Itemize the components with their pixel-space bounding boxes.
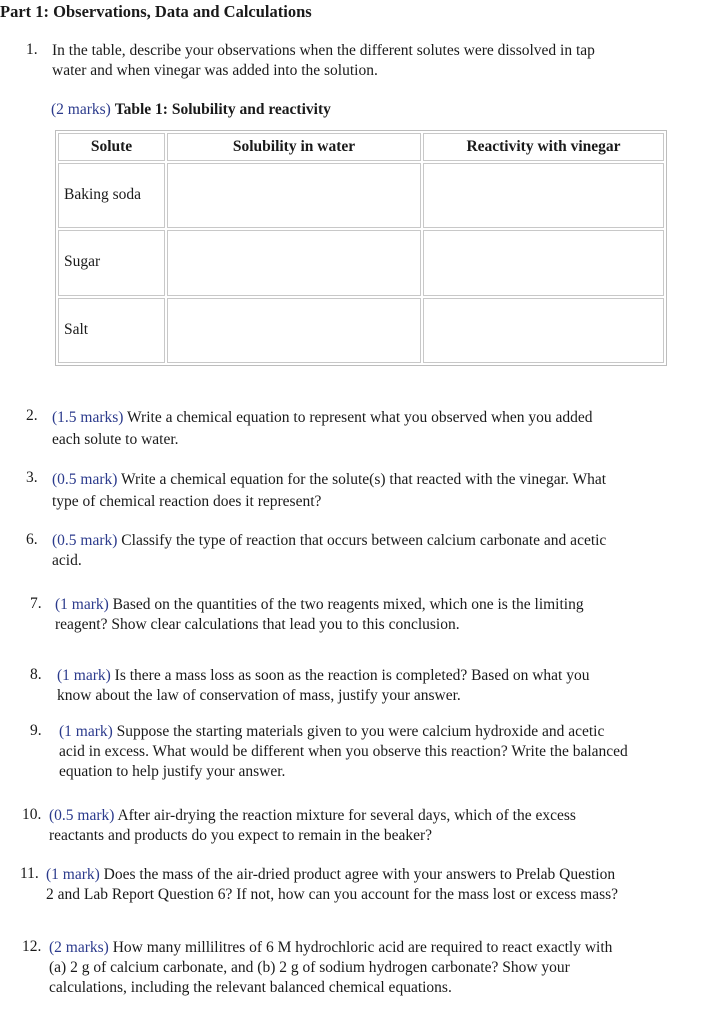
question-7-text [55, 595, 672, 635]
question-8-text [57, 666, 672, 706]
question-12-text [49, 938, 672, 998]
question-3-number: 3. [26, 469, 38, 486]
question-9-line-1: Suppose the starting materials given to you were calcium hydroxide and acetic [112, 723, 605, 740]
solubility-answer-cell[interactable] [167, 230, 421, 295]
solute-cell: Sugar [58, 230, 165, 295]
question-7-line-2: reagent? Show clear calculations that lead you to this conclusion. [55, 616, 460, 633]
question-2-marks: (1.5 marks) [52, 409, 124, 426]
question-9-line-3: equation to help justify your answer. [59, 763, 286, 780]
question-12-number: 12. [22, 938, 42, 955]
question-1-number: 1. [26, 41, 38, 58]
question-10-number: 10. [22, 806, 42, 823]
question-12-line-3: calculations, including the relevant balanced chemical equations. [49, 979, 452, 996]
question-3-text [52, 469, 672, 513]
question-6-text [52, 531, 672, 571]
table-row [58, 230, 664, 295]
question-10-marks: (0.5 mark) [49, 807, 115, 824]
question-6-number: 6. [26, 531, 38, 548]
question-8-number: 8. [30, 666, 42, 683]
question-8-marks: (1 mark) [57, 667, 111, 684]
header-reactivity: Reactivity with vinegar [423, 133, 664, 161]
question-1-line-2: water and when vinegar was added into the solution. [52, 62, 378, 79]
question-11-number: 11. [20, 865, 39, 882]
reactivity-answer-cell[interactable] [423, 163, 664, 228]
table-row [58, 163, 664, 228]
table-row [58, 298, 664, 363]
solubility-table [55, 130, 667, 366]
question-9-marks: (1 mark) [59, 723, 113, 740]
table-header-row [58, 133, 664, 161]
question-9-line-2: acid in excess. What would be different when you observe this reaction? Write the balanced [59, 743, 628, 760]
question-6-line-1: Classify the type of reaction that occurs between calcium carbonate and acetic [117, 532, 607, 549]
question-10-line-2: reactants and products do you expect to remain in the beaker? [49, 827, 433, 844]
question-2-number: 2. [26, 407, 38, 424]
table-marks: (2 marks) [51, 101, 111, 118]
reactivity-answer-cell[interactable] [423, 230, 664, 295]
question-12-line-2: (a) 2 g of calcium carbonate, and (b) 2 g of sodium hydrogen carbonate? Show your [49, 959, 570, 976]
question-9-text [59, 722, 679, 782]
question-7-number: 7. [30, 595, 42, 612]
question-7-line-1: Based on the quantities of the two reagents mixed, which one is the limiting [108, 596, 584, 613]
table-title: Table 1: Solubility and reactivity [114, 101, 331, 118]
question-1-line-1: In the table, describe your observations when the different solutes were dissolved in tap [52, 42, 595, 59]
question-9-number: 9. [30, 722, 42, 739]
question-11-marks: (1 mark) [46, 866, 100, 883]
section-heading: Part 1: Observations, Data and Calculations [0, 2, 312, 21]
question-2-line-1: Write a chemical equation to represent what you observed when you added [123, 409, 593, 426]
header-solute: Solute [58, 133, 165, 161]
solute-cell: Baking soda [58, 163, 165, 228]
question-10-line-1: After air-drying the reaction mixture for several days, which of the excess [114, 807, 576, 824]
question-8-line-2: know about the law of conservation of mass, justify your answer. [57, 687, 461, 704]
question-3-line-1: Write a chemical equation for the solute(s) that reacted with the vinegar. What [117, 471, 607, 488]
question-10-text [49, 806, 672, 846]
question-2-line-2: each solute to water. [52, 431, 179, 448]
question-2-text [52, 407, 672, 451]
reactivity-answer-cell[interactable] [423, 298, 664, 363]
table-caption [51, 101, 331, 119]
question-12-marks: (2 marks) [49, 939, 109, 956]
question-6-marks: (0.5 mark) [52, 532, 118, 549]
question-12-line-1: How many millilitres of 6 M hydrochloric acid are required to react exactly with [108, 939, 613, 956]
question-3-marks: (0.5 mark) [52, 471, 118, 488]
question-11-text [46, 865, 672, 905]
question-11-line-2: 2 and Lab Report Question 6? If not, how can you account for the mass lost or excess mass? [46, 886, 619, 903]
question-1-text [52, 41, 672, 81]
question-6-line-2: acid. [52, 552, 82, 569]
question-3-line-2: type of chemical reaction does it represent? [52, 493, 322, 510]
question-8-line-1: Is there a mass loss as soon as the reaction is completed? Based on what you [110, 667, 590, 684]
question-7-marks: (1 mark) [55, 596, 109, 613]
solubility-answer-cell[interactable] [167, 163, 421, 228]
question-11-line-1: Does the mass of the air-dried product agree with your answers to Prelab Question [99, 866, 616, 883]
solubility-answer-cell[interactable] [167, 298, 421, 363]
header-solubility: Solubility in water [167, 133, 421, 161]
solute-cell: Salt [58, 298, 165, 363]
